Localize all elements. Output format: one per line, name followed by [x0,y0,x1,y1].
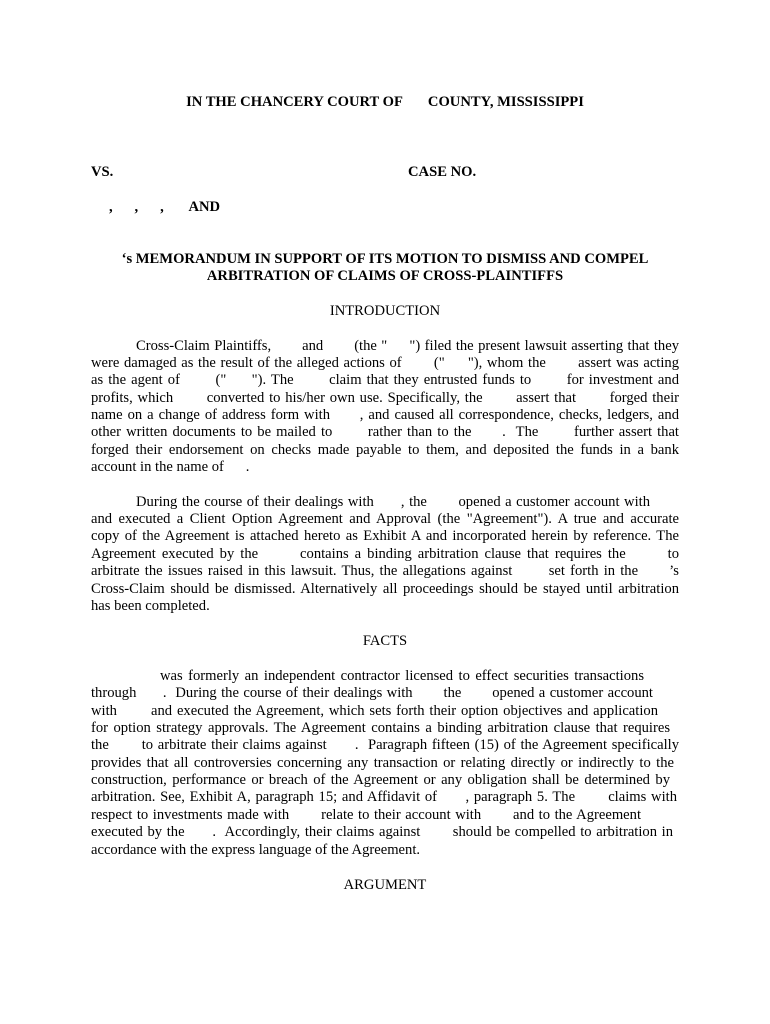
paragraph-line: and executed a Client Option Agreement and Approval (the "Agreement"). A true and accurate [91,511,679,527]
paragraph-line: arbitrate the issues raised in this lawsuit. Thus, the allegations against set forth in the ’s [91,563,679,579]
versus-label: VS. [91,164,114,180]
paragraph-line: was formerly an independent contractor licensed to effect securities transactions [160,668,644,684]
paragraph-line: account in the name of . [91,459,250,475]
paragraph-line: respect to investments made with relate to their account with and to the Agreement [91,807,641,823]
paragraph-line: forged their endorsement on checks made payable to them, and deposited the funds in a bank [91,442,679,458]
paragraph-line: Cross-Claim Plaintiffs, and (the " ") filed the present lawsuit asserting that they [136,338,679,354]
paragraph-line: construction, performance or breach of the Agreement or any obligation shall be determined by [91,772,670,788]
paragraph-line: Agreement executed by the contains a binding arbitration clause that requires the to [91,546,679,562]
paragraph-line: the to arbitrate their claims against . Paragraph fifteen (15) of the Agreement specifically [91,737,679,753]
paragraph-line: arbitration. See, Exhibit A, paragraph 15; and Affidavit of , paragraph 5. The claims with [91,789,677,805]
paragraph-line: copy of the Agreement is attached hereto as Exhibit A and incorporated herein by reference. The [91,528,679,544]
introduction-heading: INTRODUCTION [329,303,441,319]
paragraph-line: were damaged as the result of the alleged actions of (" "), whom the assert was acting [91,355,679,371]
memo-title-line: ARBITRATION OF CLAIMS OF CROSS-PLAINTIFFS [206,268,564,284]
court-title: IN THE CHANCERY COURT OF COUNTY, MISSISSIPPI [186,94,584,110]
paragraph-line: for option strategy approvals. The Agreement contains a binding arbitration clause that requires [91,720,670,736]
paragraph-line: Cross-Claim should be dismissed. Alternatively all proceedings should be stayed until arbitration [91,581,679,597]
paragraph-line: accordance with the express language of the Agreement. [91,842,421,858]
paragraph-line: name on a change of address form with , and caused all correspondence, checks, ledgers, and [91,407,679,423]
paragraph-line: through . During the course of their dealings with the opened a customer account [91,685,653,701]
argument-heading: ARGUMENT [343,877,427,893]
parties-line: , , , AND [109,199,221,215]
paragraph-line: as the agent of (" "). The claim that they entrusted funds to for investment and [91,372,679,388]
paragraph-line: executed by the . Accordingly, their claims against should be compelled to arbitration in [91,824,673,840]
paragraph-line: with and executed the Agreement, which sets forth their option objectives and application [91,703,658,719]
memo-title-line: ‘s MEMORANDUM IN SUPPORT OF ITS MOTION TO DISMISS AND COMPEL [121,251,649,267]
case-number-label: CASE NO. [408,164,477,180]
paragraph-line: other written documents to be mailed to rather than to the . The further assert that [91,424,679,440]
paragraph-line: provides that all controversies concerning any transaction or relating directly or indirectly to the [91,755,674,771]
paragraph-line: has been completed. [91,598,210,614]
paragraph-line: During the course of their dealings with , the opened a customer account with [136,494,650,510]
facts-heading: FACTS [362,633,408,649]
paragraph-line: profits, which converted to his/her own use. Specifically, the assert that forged their [91,390,679,406]
